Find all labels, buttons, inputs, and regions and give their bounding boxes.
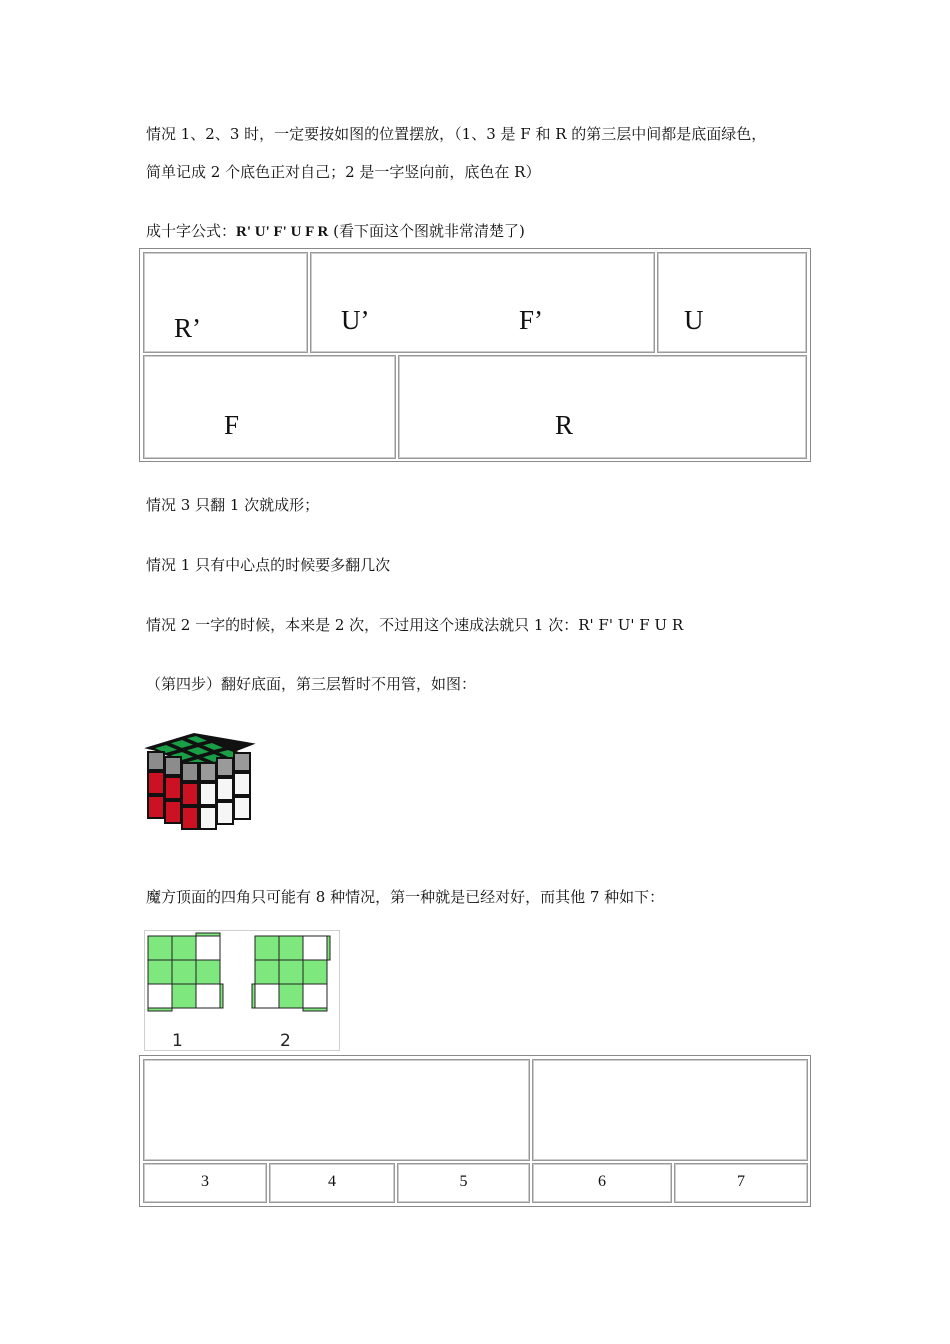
case-label-2: 2 (280, 1031, 291, 1051)
rubiks-cube-image (144, 730, 256, 844)
case-number-cell-6 (532, 1163, 672, 1203)
case-number-cell-7 (674, 1163, 808, 1203)
paragraph-cases-note-1: 情况 1、2、3 时，一定要按如图的位置摆放，（1、3 是 F 和 R 的第三层中间都是底面绿色， (146, 125, 767, 143)
case-number-5: 5 (459, 1173, 468, 1190)
paragraph-cross-formula (146, 221, 525, 242)
paragraph-cases-note-2: 简单记成 2 个底色正对自己；2 是一字竖向前，底色在 R） (146, 163, 541, 181)
move-cell-r (398, 355, 807, 459)
case-number-3: 3 (201, 1173, 209, 1190)
paragraph-case-1: 情况 1 只有中心点的时候要多翻几次 (146, 556, 391, 574)
move-u-prime: U’ (341, 305, 370, 335)
move-cell-r-prime (143, 252, 308, 353)
paragraph-step-four: （第四步）翻好底面，第三层暂时不用管，如图： (146, 675, 477, 693)
case-number-7: 7 (737, 1173, 745, 1190)
paragraph-case-3: 情况 3 只翻 1 次就成形； (146, 496, 320, 514)
moves-table (139, 248, 811, 462)
move-f: F (224, 410, 240, 440)
move-cell-u (657, 252, 807, 353)
case-number-cell-5 (397, 1163, 530, 1203)
move-cell-u-prime-f-prime (310, 252, 655, 353)
case-number-cell-4 (269, 1163, 395, 1203)
formula-suffix: (看下面这个图就非常清楚了) (328, 222, 525, 240)
move-cell-f (143, 355, 396, 459)
move-r-prime: R’ (174, 313, 201, 343)
case-number-6: 6 (598, 1173, 606, 1190)
cases-image (144, 930, 340, 1051)
move-f-prime: F’ (519, 305, 544, 335)
case-number-cell-3 (143, 1163, 267, 1203)
move-u: U (684, 305, 704, 335)
paragraph-case-2: 情况 2 一字的时候，本来是 2 次，不过用这个速成法就只 1 次：R' F' U' F U R (146, 616, 684, 634)
cases-image-cell-6-7 (532, 1059, 808, 1161)
cases-table (139, 1055, 811, 1207)
case-number-4: 4 (328, 1173, 336, 1190)
case-label-1: 1 (172, 1031, 183, 1051)
formula-prefix: 成十字公式： (146, 222, 237, 240)
move-r: R (555, 410, 574, 440)
paragraph-top-corner-cases: 魔方顶面的四角只可能有 8 种情况，第一种就是已经对好，而其他 7 种如下： (146, 888, 665, 906)
cases-image-cell-3-5 (143, 1059, 530, 1161)
formula-text: R' U' F' U F R (236, 224, 329, 240)
